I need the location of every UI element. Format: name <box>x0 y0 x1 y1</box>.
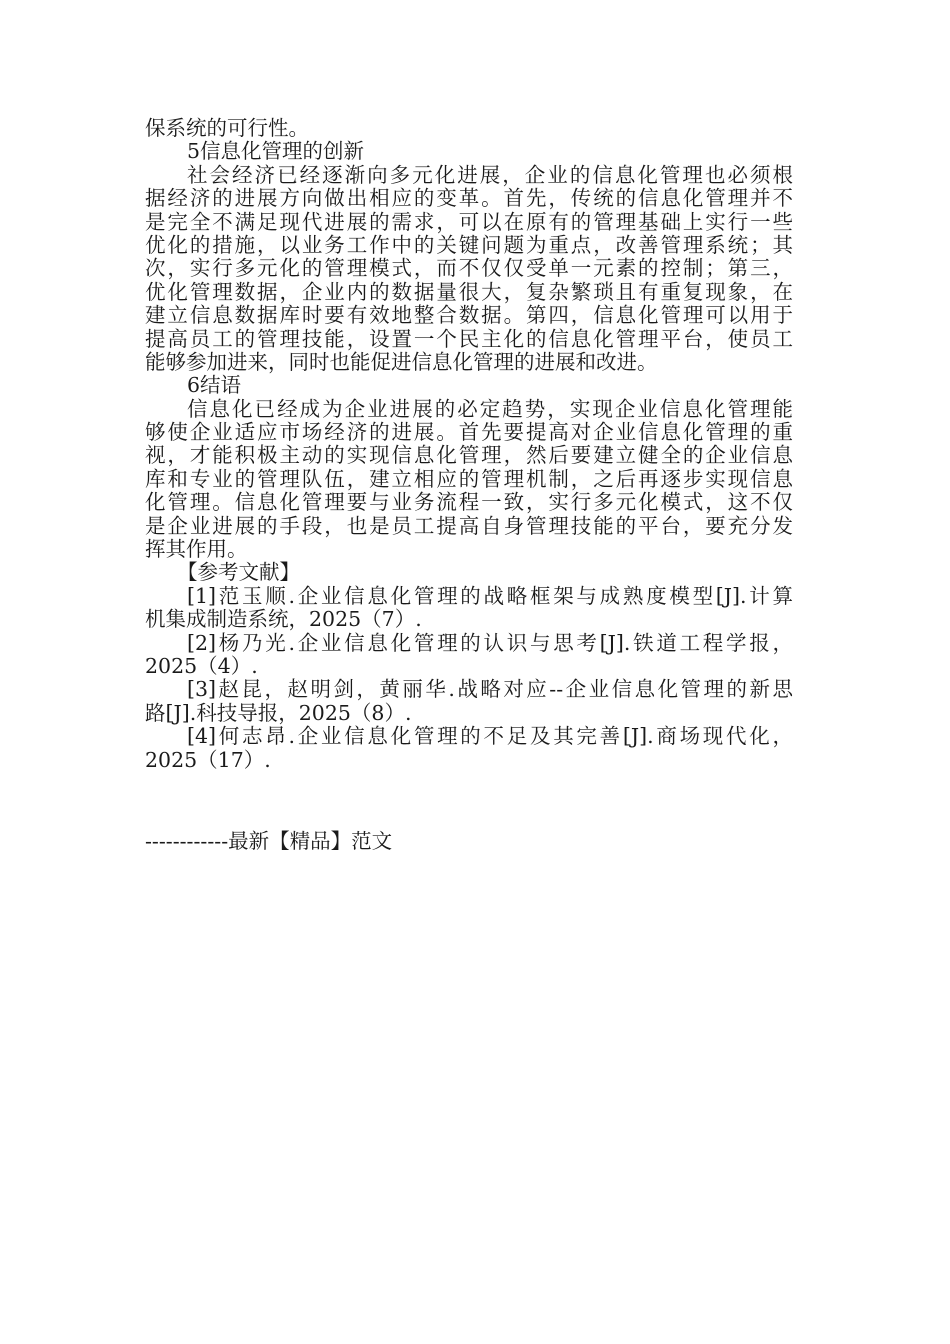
reference-line: [2]杨乃光.企业信息化管理的认识与思考[J].铁道工程学报， <box>187 630 793 655</box>
section-6-line: 够使企业适应市场经济的进展。首先要提高对企业信息化管理的重 <box>145 420 793 445</box>
section-6-heading: 6结语 <box>187 373 242 398</box>
section-5-line: 能够参加进来，同时也能促进信息化管理的进展和改进。 <box>145 349 658 374</box>
footer-text: ------------最新【精品】范文 <box>145 828 393 853</box>
section-5-line: 建立信息数据库时要有效地整合数据。第四，信息化管理可以用于 <box>145 303 793 328</box>
document-page <box>145 117 793 853</box>
section-6-line: 化管理。信息化管理要与业务流程一致，实行多元化模式，这不仅 <box>145 490 793 515</box>
section-5-line: 次，实行多元化的管理模式，而不仅仅受单一元素的控制；第三， <box>145 256 793 281</box>
reference-line: 2025（4）. <box>145 653 258 678</box>
reference-line: [1]范玉顺.企业信息化管理的战略框架与成熟度模型[J].计算 <box>187 583 793 608</box>
section-6-line: 视，才能积极主动的实现信息化管理，然后要建立健全的企业信息 <box>145 443 793 468</box>
section-6-line: 是企业进展的手段，也是员工提高自身管理技能的平台，要充分发 <box>145 513 793 538</box>
section-5-line: 优化管理数据，企业内的数据量很大，复杂繁琐且有重复现象，在 <box>145 279 793 304</box>
reference-line: 路[J].科技导报，2025（8）. <box>145 700 412 725</box>
reference-line: 2025（17）. <box>145 747 271 772</box>
section-5-heading: 5信息化管理的创新 <box>187 139 365 164</box>
paragraph-continued-line: 保系统的可行性。 <box>145 116 309 140</box>
section-5-line: 是完全不满足现代进展的需求，可以在原有的管理基础上实行一些 <box>145 209 793 234</box>
section-6-line: 信息化已经成为企业进展的必定趋势，实现企业信息化管理能 <box>187 396 793 421</box>
section-5-line: 优化的措施，以业务工作中的关键问题为重点，改善管理系统；其 <box>145 232 793 257</box>
section-5-line: 提高员工的管理技能，设置一个民主化的信息化管理平台，使员工 <box>145 326 793 351</box>
section-6-line: 挥其作用。 <box>145 537 248 562</box>
reference-line: 机集成制造系统，2025（7）. <box>145 607 422 632</box>
reference-line: [4]何志昂.企业信息化管理的不足及其完善[J].商场现代化， <box>187 724 793 749</box>
spacer <box>145 772 793 830</box>
section-5-line: 社会经济已经逐渐向多元化进展，企业的信息化管理也必须根 <box>187 162 793 187</box>
section-6-line: 库和专业的管理队伍，建立相应的管理机制，之后再逐步实现信息 <box>145 466 793 491</box>
reference-line: [3]赵昆，赵明剑，黄丽华.战略对应--企业信息化管理的新思 <box>187 677 793 702</box>
references-heading: 【参考文献】 <box>177 560 300 585</box>
section-5-line: 据经济的进展方向做出相应的变革。首先，传统的信息化管理并不 <box>145 186 793 211</box>
